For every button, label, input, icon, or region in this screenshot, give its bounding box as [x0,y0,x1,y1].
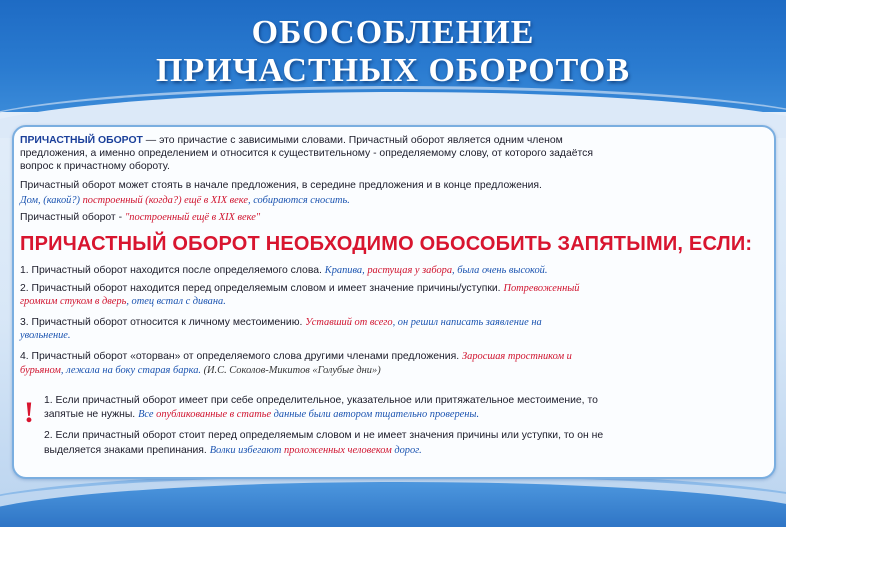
rule-3-text: 3. Причастный оборот относится к личному местоимению. [20,317,306,328]
rule-2 [20,282,579,295]
note-1-example-c: данные были автором тщательно проверены. [271,409,480,420]
title-line-2: ПРИЧАСТНЫХ ОБОРОТОВ [155,52,631,89]
note-2-example-c: дорог. [391,445,422,456]
note-2-example-b: проложенных человеком [283,445,392,456]
rules-heading: ПРИЧАСТНЫЙ ОБОРОТ НЕОБХОДИМО ОБОСОБИТЬ ЗАПЯТЫМИ, ЕСЛИ: [20,233,753,255]
rule-4-example-word: бурьяном [20,365,61,376]
note-2-line-2 [44,444,422,457]
definition-line-1 [20,134,563,147]
rule-2-example-b: громким стуком в дверь [20,296,127,307]
example-1 [20,194,350,207]
note-1-line-1: 1. Если причастный оборот имеет при себе определительное, указательное или притяжательное местоимение, то [44,395,598,406]
position-note: Причастный оборот может стоять в начале предложения, в середине предложения и в конце предложения. [20,180,542,191]
note-2-example-a: Волки избегают [209,445,284,456]
rule-4-example-c: , лежала на боку старая барка. [60,365,201,376]
note-2-line-1: 2. Если причастный оборот стоит перед определяемым словом и не имеет значения причины или уступки, то он не [44,430,604,441]
definition-text: — это причастие с зависимыми словами. Причастный оборот является одним членом [142,135,563,146]
note-2-text: выделяется знаками препинания. [44,445,210,456]
note-1-example-a: Все [138,409,157,420]
rule-1 [20,264,547,277]
exclamation-icon: ! [24,396,34,429]
example-1-phrase: построенный (когда?) ещё в XIX веке [82,195,248,206]
note-1-text: запятые не нужны. [44,409,139,420]
rule-4-example-b: Заросшая тростником и [462,351,572,362]
definition-line-2: предложения, а именно определением и относится к существительному - определяемому слову, от которого задаётся [20,148,594,159]
rule-3-example-c: , он решил написать заявление на [392,317,542,328]
rule-4-text: 4. Причастный оборот «оторван» от определяемого слова другими членами предложения. [20,351,463,362]
definition-line-3: вопрос к причастному обороту. [20,161,170,172]
note-1-example-b: опубликованные в статье [156,409,272,420]
definition-term: ПРИЧАСТНЫЙ ОБОРОТ [20,135,143,146]
rule-4-source: (И.С. Соколов-Микитов «Голубые дни») [201,365,381,376]
rule-1-text: 1. Причастный оборот находится после определяемого слова. [20,265,325,276]
rule-2-example-a: Потревоженный [503,283,580,294]
example-1-start: Дом, (какой?) [20,195,83,206]
rule-2-line-2 [20,295,226,308]
rule-3 [20,316,542,329]
example-2 [20,211,260,224]
title-line-1: ОБОСОБЛЕНИЕ [251,14,535,51]
example-2-phrase: "построенный ещё в XIX веке" [124,212,261,223]
rule-4 [20,350,572,363]
note-1-line-2 [44,408,479,421]
rule-2-text: 2. Причастный оборот находится перед определяемым словом и имеет значение причины/уступки. [20,283,504,294]
rule-4-line-2 [20,364,381,377]
rule-1-example-c: , была очень высокой. [452,265,548,276]
rule-1-example-b: растущая у забора [367,265,453,276]
example-2-label: Причастный оборот - [20,212,125,223]
rule-3-example-end: увольнение. [20,330,71,341]
rule-2-example-c: , отец встал с дивана. [126,296,226,307]
rule-3-line-2 [20,329,71,342]
example-1-end: , собираются сносить. [248,195,350,206]
rule-1-example-a: Крапива, [324,265,368,276]
rule-3-example-b: Уставший от всего [305,317,393,328]
